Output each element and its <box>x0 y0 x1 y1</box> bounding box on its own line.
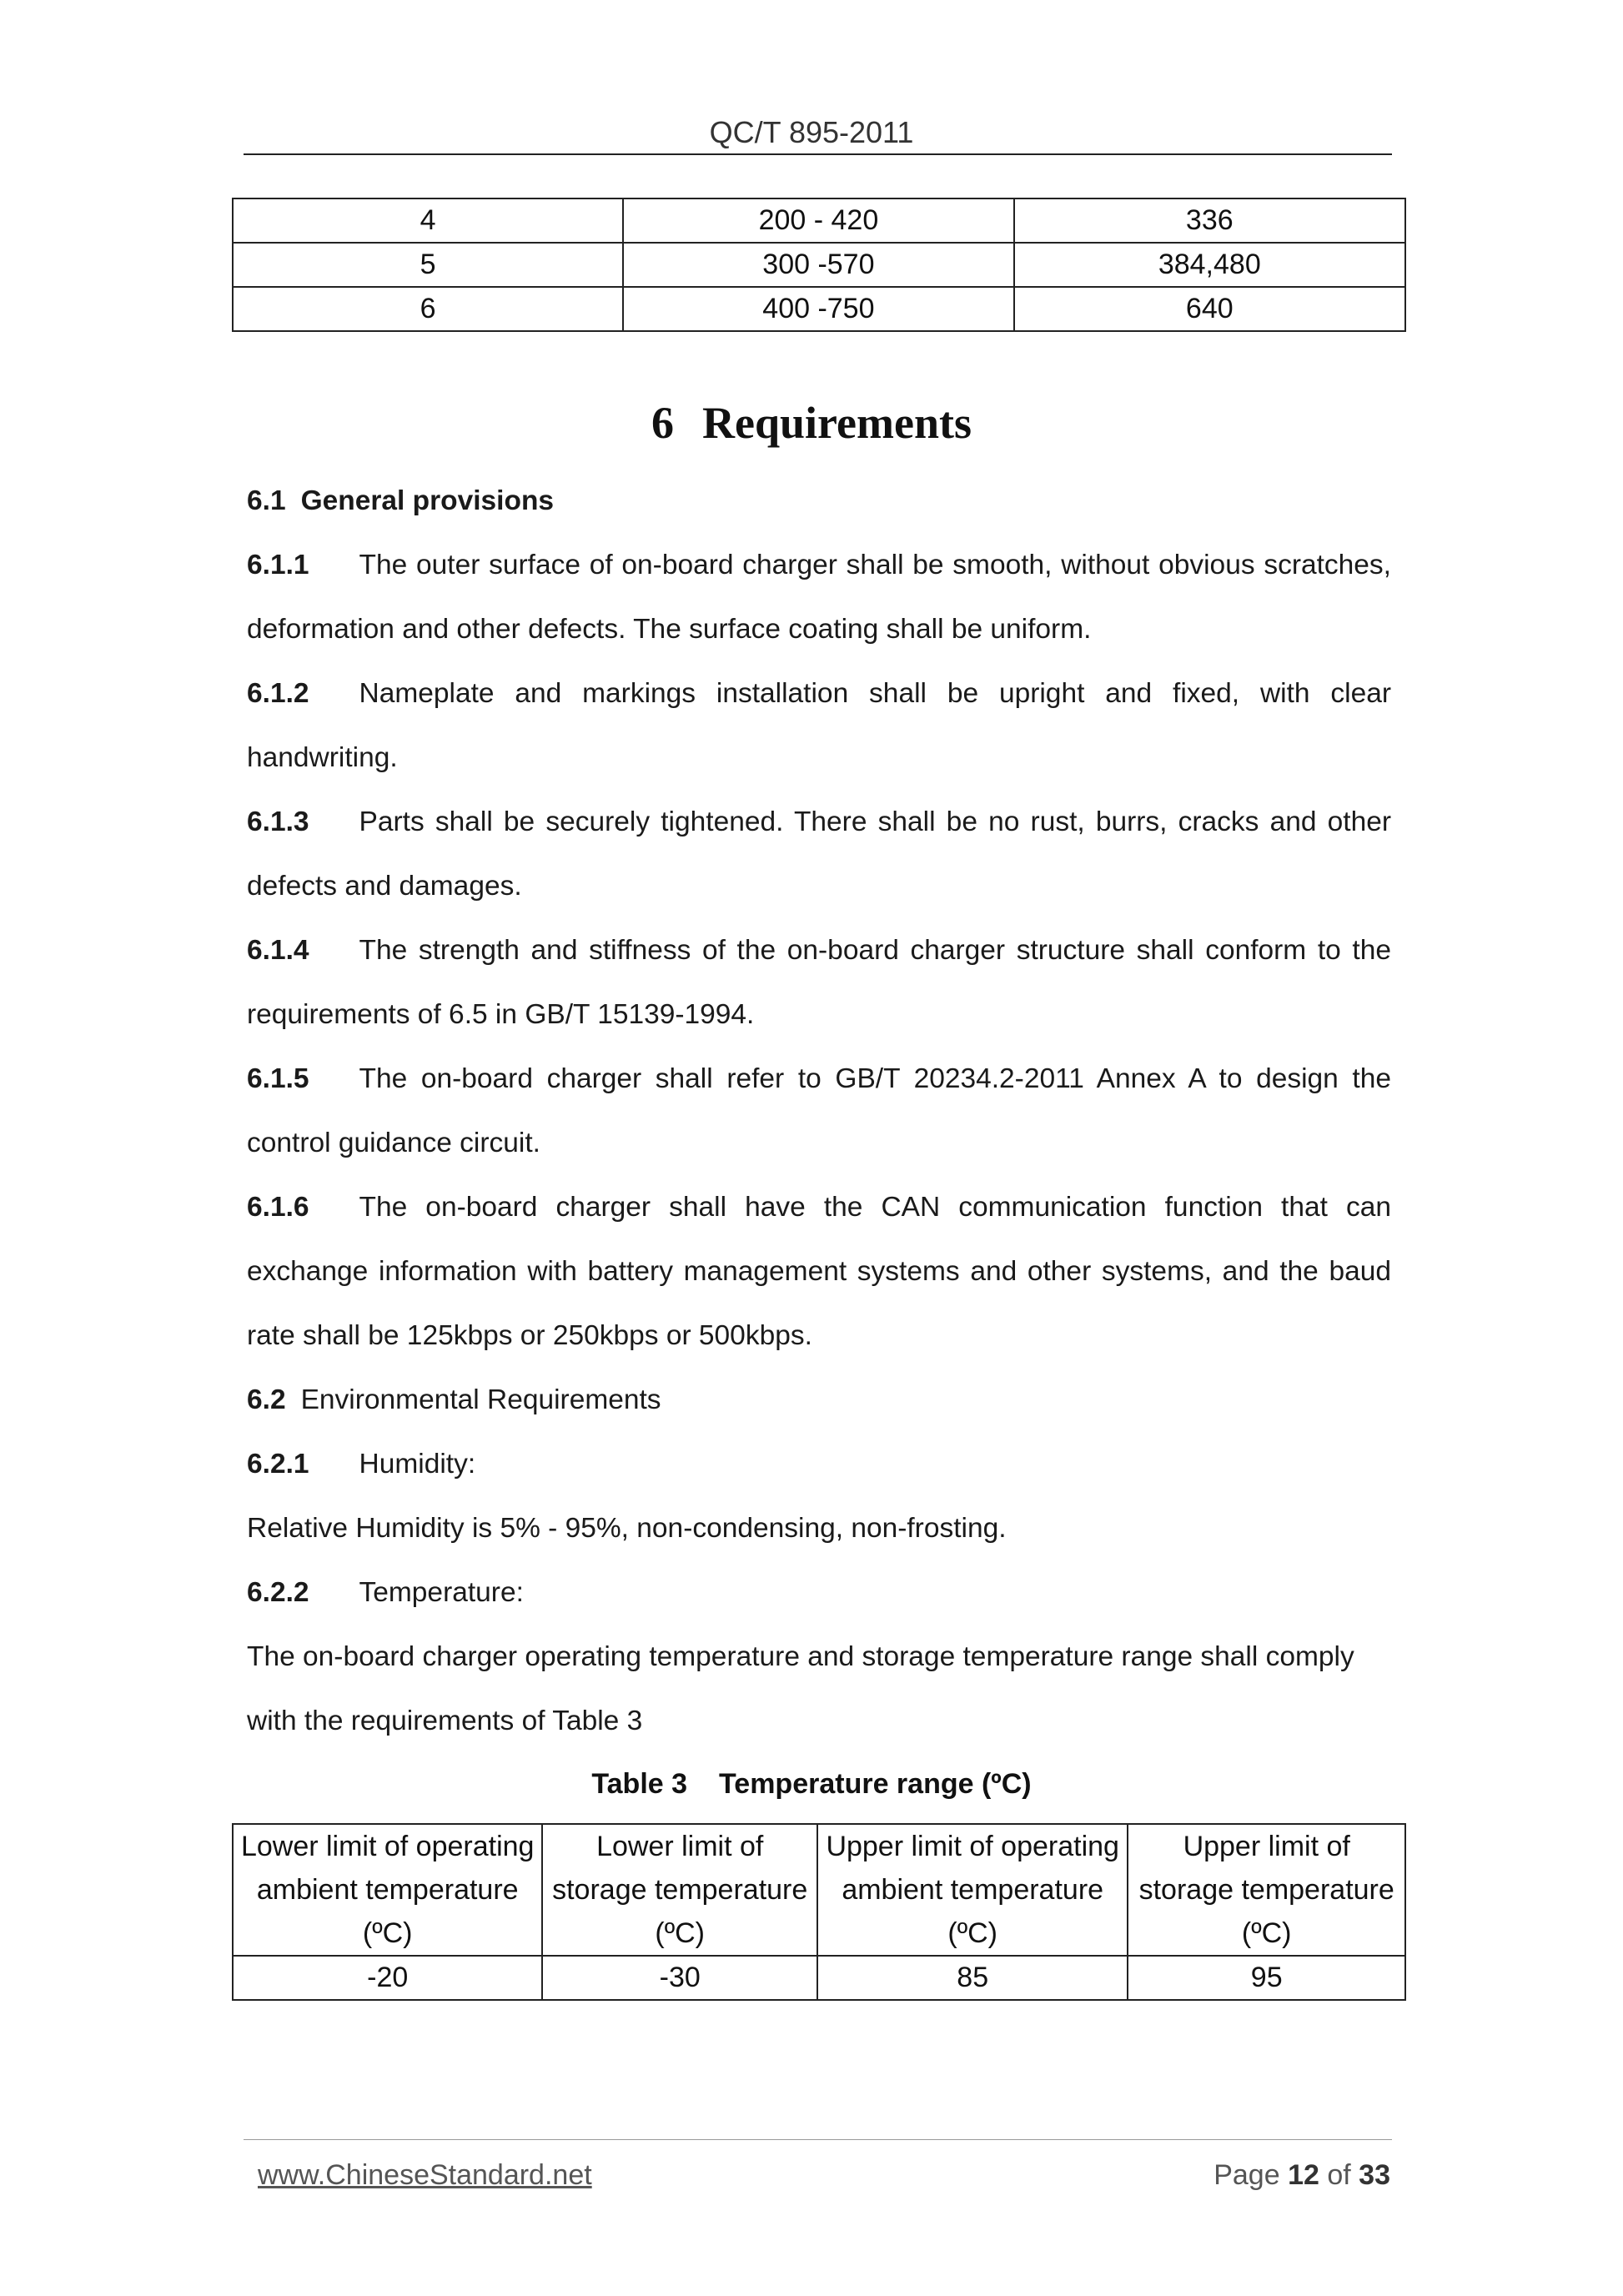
clause-6-2-2-text: The on-board charger operating temperature and storage temperature range shall comply with the requirements of Table 3 <box>247 1641 1354 1736</box>
clause-number: 6.1.6 <box>247 1192 309 1223</box>
table-cell: 400 -750 <box>623 287 1013 331</box>
clause-6-2-1-text: Relative Humidity is 5% - 95%, non-condensing, non-frosting. <box>247 1513 1007 1544</box>
clause-6-2-2-heading <box>247 1560 1391 1625</box>
subsection-number: 6.1 <box>247 485 286 516</box>
table-cell: 6 <box>233 287 623 331</box>
table-cell: -30 <box>542 1956 817 2000</box>
subsection-title: General provisions <box>300 485 555 516</box>
clause-number: 6.1.2 <box>247 678 309 709</box>
table-label: Table 3 <box>591 1768 688 1800</box>
table-cell: 95 <box>1128 1956 1405 2000</box>
table-cell: 85 <box>817 1956 1128 2000</box>
clause-text: Nameplate and markings installation shall be upright and fixed, with clear handwriting. <box>247 678 1391 773</box>
section-number: 6 <box>651 398 674 448</box>
clause-text: Parts shall be securely tightened. There shall be no rust, burrs, cracks and other defects and damages. <box>247 806 1391 902</box>
requirements-body <box>247 469 1391 1753</box>
table-cell: 200 - 420 <box>623 198 1013 243</box>
footer-divider <box>244 2139 1392 2140</box>
subsection-title: Environmental Requirements <box>300 1384 661 1415</box>
clause-number: 6.1.4 <box>247 935 309 966</box>
column-header: Lower limit of storage temperature (ºC) <box>542 1824 817 1956</box>
table-header-row <box>233 1824 1405 1956</box>
temperature-range-table <box>232 1823 1406 2001</box>
column-header: Upper limit of operating ambient temperature (ºC) <box>817 1824 1128 1956</box>
table-cell: 336 <box>1014 198 1405 243</box>
clause-6-1-2 <box>247 661 1391 790</box>
continued-voltage-table <box>232 198 1406 332</box>
table-3-caption <box>0 1768 1623 1801</box>
table-cell: 384,480 <box>1014 243 1405 287</box>
clause-text: The on-board charger shall have the CAN communication function that can exchange information with battery management systems and other systems, and the baud rate shall be 125kbps or 250kbps or 500kbps. <box>247 1192 1391 1351</box>
section-heading <box>0 397 1623 449</box>
page-number <box>1213 2159 1390 2192</box>
clause-6-1-4 <box>247 918 1391 1047</box>
page-prefix: Page <box>1213 2159 1280 2191</box>
table-row <box>233 198 1405 243</box>
header-divider <box>244 153 1392 155</box>
current-page: 12 <box>1288 2159 1319 2191</box>
clause-6-1-3 <box>247 790 1391 918</box>
clause-number: 6.1.5 <box>247 1063 309 1094</box>
clause-number: 6.1.1 <box>247 550 309 580</box>
table-cell: -20 <box>233 1956 542 2000</box>
website-link[interactable]: www.ChineseStandard.net <box>258 2159 592 2191</box>
total-pages: 33 <box>1359 2159 1390 2191</box>
document-header-title: QC/T 895-2011 <box>709 115 914 149</box>
clause-title: Temperature: <box>359 1577 524 1608</box>
subsection-6-1-heading <box>247 469 1391 533</box>
table-cell: 4 <box>233 198 623 243</box>
clause-title: Humidity: <box>359 1449 476 1480</box>
table-cell: 300 -570 <box>623 243 1013 287</box>
clause-text: The strength and stiffness of the on-board charger structure shall conform to the requirements of 6.5 in GB/T 15139-1994. <box>247 935 1391 1030</box>
table-row <box>233 287 1405 331</box>
column-header: Upper limit of storage temperature (ºC) <box>1128 1824 1405 1956</box>
clause-6-2-1-heading <box>247 1432 1391 1496</box>
clause-number: 6.1.3 <box>247 806 309 837</box>
subsection-6-2-heading <box>247 1368 1391 1432</box>
clause-number: 6.2.2 <box>247 1577 309 1608</box>
section-title: Requirements <box>702 398 972 448</box>
clause-text: The outer surface of on-board charger shall be smooth, without obvious scratches, deformation and other defects. The surface coating shall be uniform. <box>247 550 1391 645</box>
table-title: Temperature range (ºC) <box>719 1768 1032 1800</box>
table-row <box>233 1956 1405 2000</box>
table-row <box>233 243 1405 287</box>
column-header: Lower limit of operating ambient temperature (ºC) <box>233 1824 542 1956</box>
clause-text: The on-board charger shall refer to GB/T 20234.2-2011 Annex A to design the control guidance circuit. <box>247 1063 1391 1158</box>
clause-6-1-1 <box>247 533 1391 661</box>
clause-6-1-5 <box>247 1047 1391 1175</box>
table-cell: 640 <box>1014 287 1405 331</box>
clause-6-1-6 <box>247 1175 1391 1368</box>
page-of: of <box>1327 2159 1351 2191</box>
subsection-number: 6.2 <box>247 1384 286 1415</box>
clause-number: 6.2.1 <box>247 1449 309 1480</box>
table-cell: 5 <box>233 243 623 287</box>
